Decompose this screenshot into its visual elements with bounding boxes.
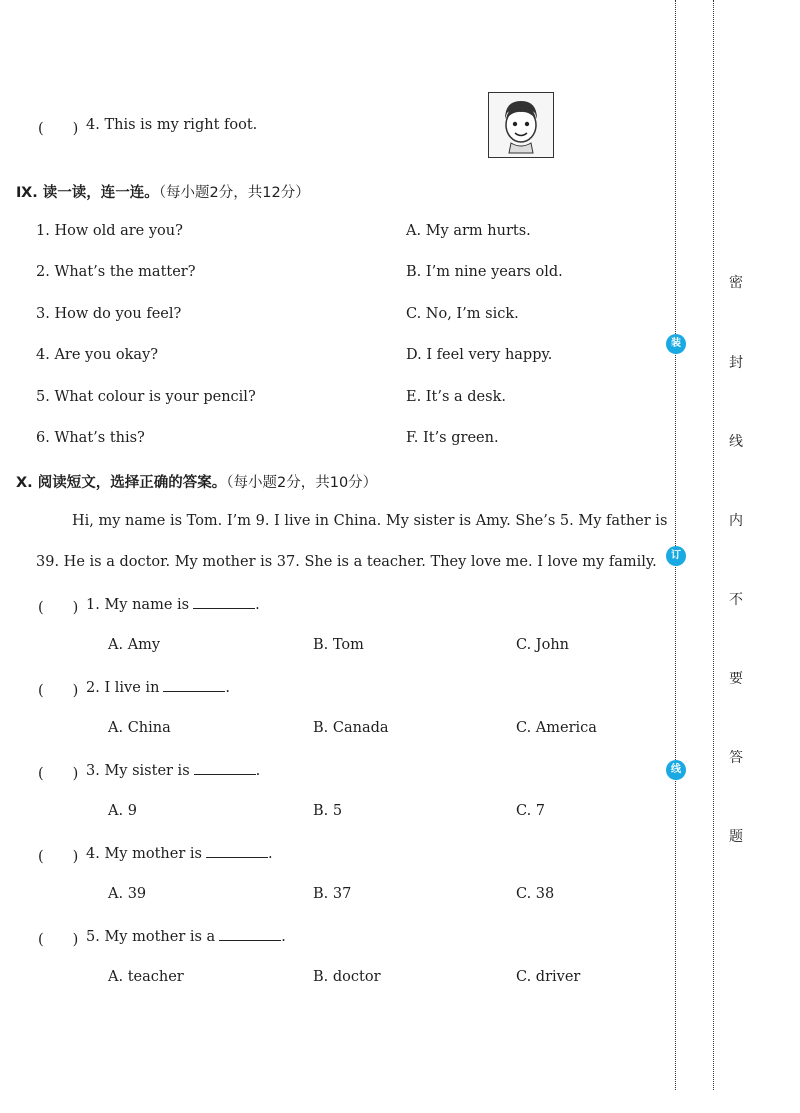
option-c[interactable]: C. America [516, 720, 597, 736]
answer-paren[interactable]: ( ) [38, 932, 79, 948]
section-9-score-note: （每小题2分，共12分） [158, 185, 310, 201]
option-b[interactable]: B. doctor [313, 969, 381, 985]
boy-face-picture [488, 92, 554, 158]
match-answer[interactable]: E. It’s a desk. [406, 389, 506, 405]
section-10-heading [16, 471, 377, 492]
option-c[interactable]: C. John [516, 637, 570, 653]
section-10-title: Ⅹ. 阅读短文，选择正确的答案。 [16, 475, 227, 491]
match-question[interactable]: 6. What’s this? [36, 430, 145, 446]
question-stem [86, 845, 273, 862]
option-a[interactable]: A. China [108, 720, 171, 736]
passage-line: 39. He is a doctor. My mother is 37. She is a teacher. They love me. I love my family. [36, 554, 657, 570]
passage-line: Hi, my name is Tom. I’m 9. I live in China. My sister is Amy. She’s 5. My father is [72, 513, 668, 529]
section-10-score-note: （每小题2分，共10分） [226, 475, 378, 491]
option-a[interactable]: A. Amy [108, 637, 161, 653]
answer-paren[interactable]: ( ) [38, 683, 79, 699]
match-question[interactable]: 3. How do you feel? [36, 306, 182, 322]
option-a[interactable]: A. teacher [108, 969, 184, 985]
stem-text: 3. My sister is [86, 763, 190, 779]
stem-end: . [225, 680, 231, 696]
option-b[interactable]: B. Tom [313, 637, 364, 653]
answer-blank [219, 928, 281, 941]
section-9-title: Ⅸ. 读一读，连一连。 [16, 185, 159, 201]
stem-text: 2. I live in [86, 680, 160, 696]
option-c[interactable]: C. 7 [516, 803, 546, 819]
stem-end: . [255, 763, 261, 779]
match-answer[interactable]: C. No, I’m sick. [406, 306, 519, 322]
match-answer[interactable]: B. I’m nine years old. [406, 264, 563, 280]
match-question[interactable]: 5. What colour is your pencil? [36, 389, 256, 405]
answer-paren[interactable]: ( ) [38, 766, 79, 782]
seal-char: 线 [729, 434, 743, 450]
binding-badge: 线 [666, 760, 686, 780]
match-answer[interactable]: F. It’s green. [406, 430, 499, 446]
dotted-seal-line [713, 0, 714, 1090]
stem-text: 1. My name is [86, 597, 190, 613]
option-b[interactable]: B. Canada [313, 720, 389, 736]
stem-end: . [281, 929, 286, 945]
dotted-binding-line [675, 0, 676, 1090]
stem-text: 5. My mother is a [86, 929, 216, 945]
answer-blank [163, 679, 225, 692]
question-text: 4. This is my right foot. [86, 117, 258, 133]
match-question[interactable]: 2. What’s the matter? [36, 264, 196, 280]
question-stem [86, 679, 230, 696]
binding-badge: 订 [666, 546, 686, 566]
answer-blank [206, 845, 268, 858]
answer-paren[interactable]: ( ) [38, 121, 79, 137]
answer-paren[interactable]: ( ) [38, 849, 79, 865]
option-a[interactable]: A. 39 [108, 886, 147, 902]
answer-paren[interactable]: ( ) [38, 600, 79, 616]
question-stem [86, 928, 286, 945]
option-c[interactable]: C. driver [516, 969, 581, 985]
section-9-heading [16, 181, 310, 202]
seal-char: 封 [729, 355, 743, 371]
seal-char: 要 [729, 671, 743, 687]
stem-end: . [267, 846, 273, 862]
stem-text: 4. My mother is [86, 846, 202, 862]
seal-char: 密 [729, 275, 743, 291]
option-a[interactable]: A. 9 [108, 803, 137, 819]
binding-badge: 装 [666, 334, 686, 354]
match-answer[interactable]: D. I feel very happy. [406, 347, 553, 363]
answer-blank [193, 596, 255, 609]
match-question[interactable]: 4. Are you okay? [36, 347, 159, 363]
match-question[interactable]: 1. How old are you? [36, 223, 183, 239]
answer-blank [194, 762, 256, 775]
seal-char: 内 [729, 513, 743, 529]
option-c[interactable]: C. 38 [516, 886, 555, 902]
option-b[interactable]: B. 37 [313, 886, 352, 902]
stem-end: . [255, 597, 260, 613]
seal-char: 题 [729, 829, 743, 845]
match-answer[interactable]: A. My arm hurts. [406, 223, 531, 239]
seal-char: 答 [729, 750, 743, 766]
question-stem [86, 596, 260, 613]
question-stem [86, 762, 260, 779]
option-b[interactable]: B. 5 [313, 803, 343, 819]
seal-char: 不 [729, 592, 743, 608]
